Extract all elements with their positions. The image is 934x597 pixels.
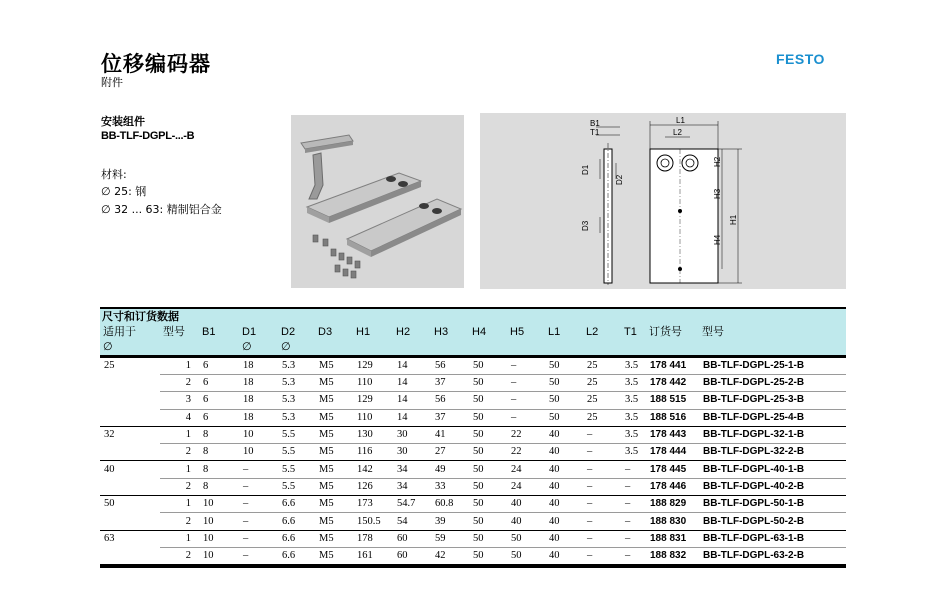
table-cell: – [239, 461, 278, 478]
table-cell: 3 [160, 392, 199, 409]
table-cell: 30 [393, 444, 431, 461]
table-cell: 50 [545, 392, 583, 409]
table-cell: 25 [583, 357, 621, 375]
material-label: 材料: [101, 168, 127, 181]
table-cell: 40 [545, 426, 583, 443]
table-cell: 161 [353, 547, 393, 564]
table-cell: 129 [353, 392, 393, 409]
table-cell: 5.5 [278, 426, 315, 443]
table-cell: 188 832 [646, 547, 699, 564]
column-header [160, 323, 199, 357]
table-cell: – [583, 530, 621, 547]
table-cell: 22 [507, 444, 545, 461]
size-cell [100, 444, 160, 461]
table-cell: – [239, 513, 278, 530]
table-cell: 188 829 [646, 496, 699, 513]
table-cell: – [621, 478, 646, 495]
table-cell: 6.6 [278, 496, 315, 513]
column-header [507, 323, 545, 357]
table-cell: 37 [431, 409, 469, 426]
table-cell: – [507, 357, 545, 375]
column-header [239, 323, 278, 357]
column-header [621, 323, 646, 357]
column-header-label: 型号 [163, 326, 185, 338]
table-cell: 3.5 [621, 357, 646, 375]
festo-logo: FESTO [776, 51, 825, 67]
table-cell: 50 [545, 409, 583, 426]
table-row [100, 478, 846, 495]
table-cell: 178 [353, 530, 393, 547]
table-cell: 18 [239, 392, 278, 409]
table-cell: 5.3 [278, 392, 315, 409]
table-cell: 50 [469, 357, 507, 375]
column-header-label: H1 [356, 326, 371, 338]
table-cell: 178 442 [646, 375, 699, 392]
table-cell: 14 [393, 409, 431, 426]
table-cell: 34 [393, 461, 431, 478]
size-cell: 25 [104, 360, 115, 372]
column-header-label: T1 [624, 326, 637, 338]
column-header-label: H3 [434, 326, 449, 338]
table-cell: 126 [353, 478, 393, 495]
table-cell: 188 830 [646, 513, 699, 530]
table-cell: 50 [469, 461, 507, 478]
table-cell: 1 [160, 357, 199, 375]
table-row [100, 392, 846, 409]
table-cell: – [239, 496, 278, 513]
size-cell [100, 409, 160, 426]
table-cell: M5 [315, 461, 353, 478]
table-cell: 178 443 [646, 426, 699, 443]
table-cell: 1 [160, 426, 199, 443]
table-cell: M5 [315, 375, 353, 392]
page-subtitle: 附件 [101, 76, 123, 89]
table-cell: – [621, 513, 646, 530]
table-cell: BB-TLF-DGPL-50-1-B [699, 496, 846, 513]
size-cell [100, 513, 160, 530]
table-cell: 6 [199, 375, 239, 392]
column-header [315, 323, 353, 357]
table-cell: 60.8 [431, 496, 469, 513]
table-cell: 3.5 [621, 375, 646, 392]
table-cell: 2 [160, 375, 199, 392]
table-cell: 178 445 [646, 461, 699, 478]
table-cell: 18 [239, 375, 278, 392]
table-cell: BB-TLF-DGPL-63-2-B [699, 547, 846, 564]
table-cell: 14 [393, 392, 431, 409]
table-cell: 5.5 [278, 444, 315, 461]
column-header [199, 323, 239, 357]
table-cell: 41 [431, 426, 469, 443]
table-cell: 40 [545, 444, 583, 461]
table-cell: M5 [315, 478, 353, 495]
table-cell: 34 [393, 478, 431, 495]
table-cell: BB-TLF-DGPL-32-1-B [699, 426, 846, 443]
column-header [583, 323, 621, 357]
table-cell: 56 [431, 392, 469, 409]
label-d2: D2 [615, 174, 624, 185]
table-cell: 130 [353, 426, 393, 443]
table-cell: – [621, 547, 646, 564]
table-row [100, 409, 846, 426]
table-cell: 150.5 [353, 513, 393, 530]
column-header-unit: ∅ [103, 341, 113, 353]
table-cell: – [621, 530, 646, 547]
table-cell: 5.3 [278, 375, 315, 392]
table-cell: 54.7 [393, 496, 431, 513]
table-cell: 42 [431, 547, 469, 564]
table-cell: 10 [239, 426, 278, 443]
table-cell: 60 [393, 530, 431, 547]
table-bottom-rule [100, 565, 846, 568]
material-steel: ∅ 25: 钢 [101, 185, 147, 198]
column-header [353, 323, 393, 357]
table-cell: 37 [431, 375, 469, 392]
column-header [646, 323, 699, 357]
table-cell: 188 831 [646, 530, 699, 547]
table-cell: – [507, 409, 545, 426]
size-cell [100, 375, 160, 392]
table-cell: 10 [239, 444, 278, 461]
table-cell: 1 [160, 530, 199, 547]
table-row [100, 547, 846, 564]
table-cell: 60 [393, 547, 431, 564]
table-cell: BB-TLF-DGPL-25-1-B [699, 357, 846, 375]
label-h1: H1 [729, 214, 738, 225]
table-cell: 22 [507, 426, 545, 443]
table-cell: – [239, 530, 278, 547]
table-cell: 50 [469, 478, 507, 495]
table-cell: 39 [431, 513, 469, 530]
table-cell: 59 [431, 530, 469, 547]
table-cell: 5.3 [278, 357, 315, 375]
table-cell: 40 [507, 513, 545, 530]
table-row [100, 496, 846, 513]
table-cell: 56 [431, 357, 469, 375]
table-cell: 6.6 [278, 530, 315, 547]
label-d1: D1 [581, 164, 590, 175]
table-cell: 3.5 [621, 426, 646, 443]
table-cell: 18 [239, 409, 278, 426]
table-cell: 14 [393, 357, 431, 375]
table-cell: 10 [199, 547, 239, 564]
table-cell: 50 [507, 530, 545, 547]
column-header [699, 323, 846, 357]
table-cell: – [239, 547, 278, 564]
table-cell: 178 446 [646, 478, 699, 495]
column-header-unit: ∅ [242, 341, 252, 353]
table-cell: 1 [160, 461, 199, 478]
table-cell: 14 [393, 375, 431, 392]
table-cell: 178 444 [646, 444, 699, 461]
table-cell: M5 [315, 426, 353, 443]
table-cell: M5 [315, 530, 353, 547]
table-cell: 50 [469, 530, 507, 547]
column-header-label: H4 [472, 326, 487, 338]
table-cell: 40 [545, 547, 583, 564]
column-header-label: D3 [318, 326, 333, 338]
column-header-label: D2 [281, 326, 296, 338]
table-cell: BB-TLF-DGPL-50-2-B [699, 513, 846, 530]
table-cell: 18 [239, 357, 278, 375]
table-cell: 2 [160, 444, 199, 461]
table-cell: 50 [469, 496, 507, 513]
table-cell: 40 [545, 530, 583, 547]
column-header-unit: ∅ [281, 341, 291, 353]
table-cell: 50 [469, 409, 507, 426]
table-cell: 50 [469, 392, 507, 409]
table-cell: M5 [315, 547, 353, 564]
table-cell: 10 [199, 496, 239, 513]
kit-code: BB-TLF-DGPL-...-B [101, 130, 195, 142]
column-header-label: D1 [242, 326, 257, 338]
table-cell: – [583, 478, 621, 495]
table-cell: 6 [199, 392, 239, 409]
page-title: 位移编码器 [101, 52, 211, 76]
table-cell: BB-TLF-DGPL-40-1-B [699, 461, 846, 478]
material-aluminium: ∅ 32 ... 63: 精制铝合金 [101, 203, 222, 216]
label-h3: H3 [713, 188, 722, 199]
table-cell: 178 441 [646, 357, 699, 375]
table-cell: BB-TLF-DGPL-25-3-B [699, 392, 846, 409]
table-row [100, 530, 846, 547]
dimension-drawing [480, 113, 846, 289]
table-cell: 8 [199, 444, 239, 461]
table-cell: 3.5 [621, 392, 646, 409]
size-cell: 32 [104, 429, 115, 441]
table-cell: 4 [160, 409, 199, 426]
table-cell: 50 [545, 375, 583, 392]
table-cell: BB-TLF-DGPL-32-2-B [699, 444, 846, 461]
kit-title: 安装组件 [101, 115, 145, 128]
table-cell: 40 [545, 478, 583, 495]
table-cell: M5 [315, 444, 353, 461]
table-cell: – [583, 513, 621, 530]
table-cell: 6.6 [278, 547, 315, 564]
size-cell [100, 478, 160, 495]
table-cell: – [621, 461, 646, 478]
size-cell [100, 392, 160, 409]
table-row [100, 375, 846, 392]
table-cell: 110 [353, 409, 393, 426]
table-cell: BB-TLF-DGPL-40-2-B [699, 478, 846, 495]
table-cell: 24 [507, 478, 545, 495]
table-cell: 173 [353, 496, 393, 513]
table-cell: 110 [353, 375, 393, 392]
column-header-label: 型号 [702, 326, 724, 338]
table-cell: 25 [583, 375, 621, 392]
table-cell: 6 [199, 357, 239, 375]
table-cell: 30 [393, 426, 431, 443]
table-cell: 3.5 [621, 409, 646, 426]
table-cell: – [583, 444, 621, 461]
table-cell: 6.6 [278, 513, 315, 530]
table-cell: 10 [199, 530, 239, 547]
table-cell: 2 [160, 478, 199, 495]
table-cell: 188 516 [646, 409, 699, 426]
size-cell: 40 [104, 463, 115, 475]
table-cell: BB-TLF-DGPL-25-4-B [699, 409, 846, 426]
size-cell: 50 [104, 498, 115, 510]
column-header [431, 323, 469, 357]
table-cell: 27 [431, 444, 469, 461]
label-l2: L2 [673, 128, 682, 137]
table-cell: 25 [583, 392, 621, 409]
table-cell: 50 [469, 513, 507, 530]
table-cell: 50 [469, 426, 507, 443]
table-cell: – [583, 461, 621, 478]
table-cell: 50 [545, 357, 583, 375]
table-cell: M5 [315, 496, 353, 513]
column-header [100, 323, 160, 357]
table-cell: 40 [507, 496, 545, 513]
table-cell: BB-TLF-DGPL-25-2-B [699, 375, 846, 392]
table-cell: 40 [545, 496, 583, 513]
table-cell: – [239, 478, 278, 495]
table-cell: M5 [315, 357, 353, 375]
table-cell: 24 [507, 461, 545, 478]
table-cell: M5 [315, 513, 353, 530]
table-cell: 8 [199, 478, 239, 495]
column-header-label: 订货号 [649, 326, 682, 338]
table-cell: 2 [160, 547, 199, 564]
table-cell: 6 [199, 409, 239, 426]
table-header-row [100, 323, 846, 357]
table-cell: 5.5 [278, 478, 315, 495]
label-b1: B1 [590, 119, 600, 128]
table-cell: 50 [469, 444, 507, 461]
table-cell: 54 [393, 513, 431, 530]
table-cell: 49 [431, 461, 469, 478]
dimensions-table [100, 307, 846, 568]
column-header-label: B1 [202, 326, 216, 338]
table-cell: 116 [353, 444, 393, 461]
table-cell: 3.5 [621, 444, 646, 461]
table-cell: 33 [431, 478, 469, 495]
label-d3: D3 [581, 220, 590, 231]
table-cell: 5.3 [278, 409, 315, 426]
table-cell: – [621, 496, 646, 513]
table-cell: 142 [353, 461, 393, 478]
table-cell: M5 [315, 392, 353, 409]
table-row [100, 357, 846, 375]
table-cell: 129 [353, 357, 393, 375]
table-cell: 50 [507, 547, 545, 564]
table-cell: 5.5 [278, 461, 315, 478]
table-cell: 8 [199, 461, 239, 478]
table-cell: 2 [160, 513, 199, 530]
table-cell: 1 [160, 496, 199, 513]
table-cell: – [583, 547, 621, 564]
label-h4: H4 [713, 234, 722, 245]
table-row [100, 444, 846, 461]
column-header-label: L2 [586, 326, 599, 338]
label-l1: L1 [676, 116, 685, 125]
table-row [100, 426, 846, 443]
size-cell: 63 [104, 533, 115, 545]
table-cell: M5 [315, 409, 353, 426]
table-cell: 188 515 [646, 392, 699, 409]
table-cell: 40 [545, 513, 583, 530]
table-caption: 尺寸和订货数据 [100, 307, 846, 323]
table-cell: – [583, 426, 621, 443]
label-h2: H2 [713, 156, 722, 167]
table-cell: 25 [583, 409, 621, 426]
table-cell: 10 [199, 513, 239, 530]
table-cell: – [583, 496, 621, 513]
column-header [469, 323, 507, 357]
label-t1: T1 [590, 128, 600, 137]
product-photo [291, 115, 464, 288]
table-row [100, 461, 846, 478]
table-cell: 8 [199, 426, 239, 443]
table-row [100, 513, 846, 530]
table-cell: BB-TLF-DGPL-63-1-B [699, 530, 846, 547]
column-header-label: 适用于 [103, 326, 136, 338]
column-header-label: H5 [510, 326, 525, 338]
column-header-label: H2 [396, 326, 411, 338]
column-header [545, 323, 583, 357]
size-cell [100, 547, 160, 564]
table-cell: 50 [469, 375, 507, 392]
table-cell: – [507, 392, 545, 409]
column-header-label: L1 [548, 326, 561, 338]
column-header [278, 323, 315, 357]
table-cell: 40 [545, 461, 583, 478]
column-header [393, 323, 431, 357]
table-cell: 50 [469, 547, 507, 564]
table-cell: – [507, 375, 545, 392]
